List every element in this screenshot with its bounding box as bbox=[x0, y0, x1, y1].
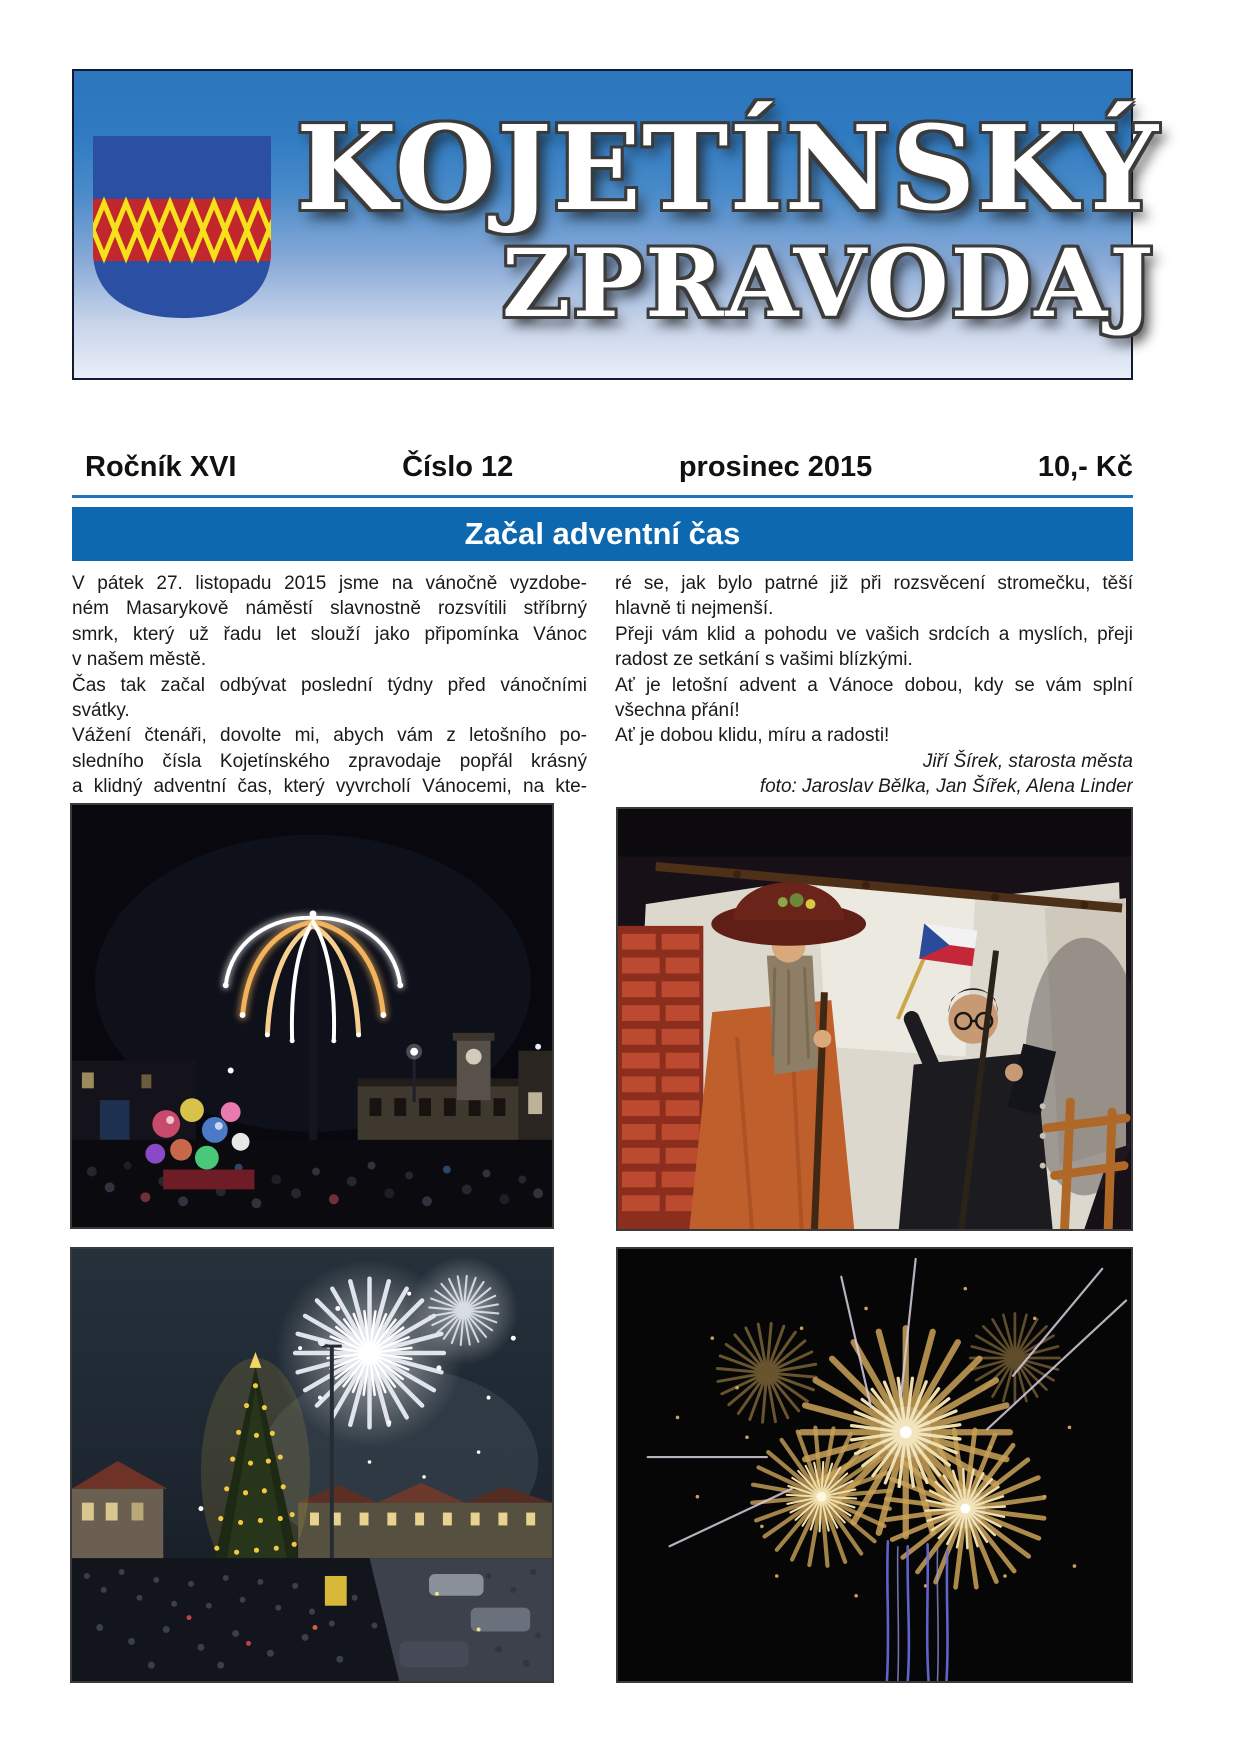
text-line: radost ze setkání s vašimi blízkými. bbox=[615, 649, 913, 671]
issue-meta-row bbox=[72, 448, 1133, 486]
photo-night-square-decoration bbox=[70, 803, 554, 1229]
masthead-title-line2: ZPRAVODAJ bbox=[502, 229, 1156, 339]
text-line: ném Masarykově náměstí slavnostně rozsvítili stříbrný bbox=[72, 598, 587, 620]
text-line: sledního čísla Kojetínského zpravodaje popřál krásný bbox=[72, 750, 587, 772]
text-line: a klidný adventní čas, který vyvrcholí Vánocemi, na kte- bbox=[72, 776, 587, 798]
article-title: Začal adventní čas bbox=[464, 516, 741, 551]
article-body bbox=[72, 571, 1133, 800]
text-line: V pátek 27. listopadu 2015 jsme na vánočně vyzdobe- bbox=[72, 573, 587, 594]
article-column-right bbox=[615, 571, 1133, 800]
text-line: Ať je dobou klidu, míru a radosti! bbox=[615, 725, 890, 747]
text-line: Čas tak začal odbývat poslední týdny před vánočními bbox=[72, 674, 587, 696]
issue-volume: Ročník XVI bbox=[85, 450, 237, 483]
issue-price: 10,- Kč bbox=[1037, 450, 1133, 483]
text-line: smrk, který už řadu let slouží jako připomínka Vánoc bbox=[72, 623, 587, 645]
photo-fireworks-night-sky bbox=[616, 1247, 1133, 1683]
text-line: v našem městě. bbox=[72, 649, 207, 671]
text-line: hlavně ti nejmenší. bbox=[615, 598, 774, 620]
text-line: ré se, jak bylo patrné již při rozsvěcení stromečku, těší bbox=[615, 573, 1133, 594]
masthead-title-line1: KOJETÍNSKÝ bbox=[296, 101, 1159, 237]
photo-credit: foto: Jaroslav Bělka, Jan Šířek, Alena Linder bbox=[759, 776, 1133, 798]
masthead bbox=[72, 69, 1159, 380]
text-line: Přeji vám klid a pohodu ve vašich srdcích a myslích, přeji bbox=[615, 623, 1133, 645]
issue-number: Číslo 12 bbox=[402, 450, 514, 483]
coat-of-arms-icon bbox=[90, 133, 274, 321]
photo-stage-performance bbox=[616, 807, 1133, 1231]
issue-month: prosinec 2015 bbox=[678, 450, 873, 483]
divider-rule bbox=[72, 495, 1133, 498]
text-line: Ať je letošní advent a Vánoce dobou, kdy se vám splní bbox=[615, 674, 1133, 696]
text-line: Vážení čtenáři, dovolte mi, abych vám z letošního po- bbox=[72, 725, 587, 747]
photo-christmas-tree-fireworks bbox=[70, 1247, 554, 1683]
article-title-banner bbox=[72, 507, 1133, 561]
text-line: všechna přání! bbox=[615, 699, 740, 721]
text-line: svátky. bbox=[72, 699, 130, 721]
article-column-left bbox=[72, 571, 587, 800]
article-signature: Jiří Šírek, starosta města bbox=[922, 750, 1133, 772]
